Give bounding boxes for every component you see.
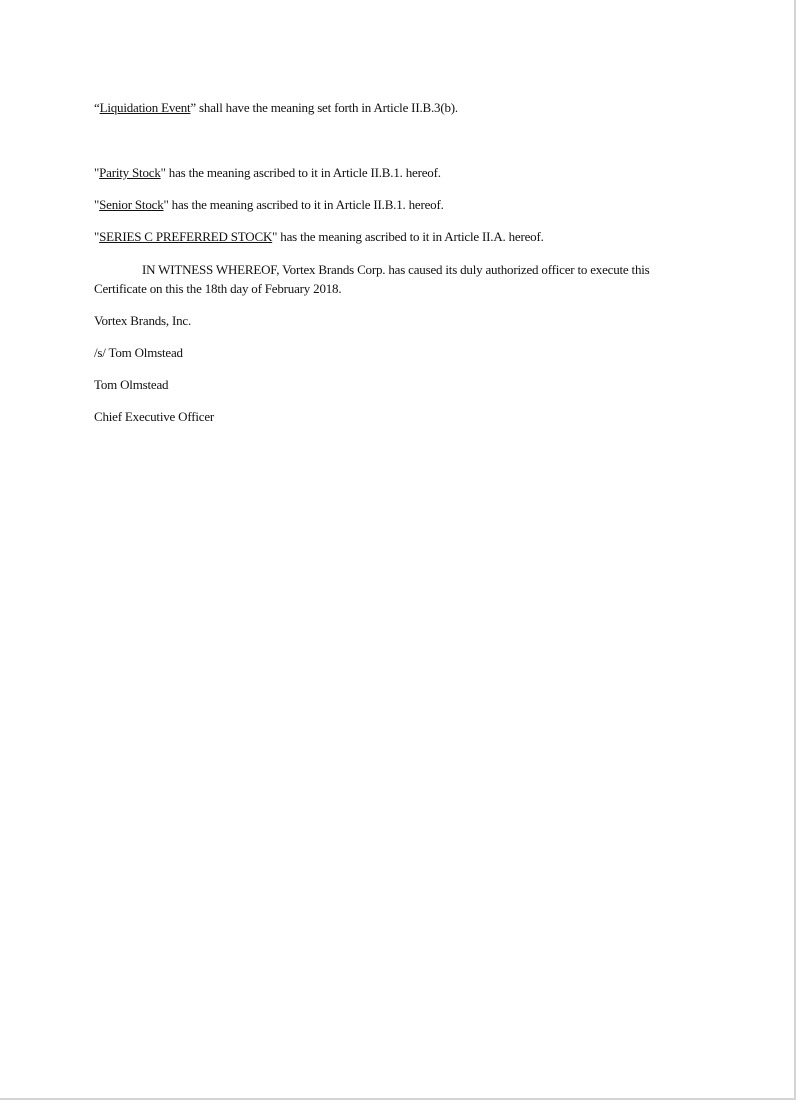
open-quote: " (94, 197, 100, 212)
definition-text: has the meaning ascribed to it in Article II.A. hereof. (277, 229, 544, 244)
definition-senior-stock (94, 195, 444, 214)
definition-series-c-preferred-stock (94, 227, 544, 246)
witness-paragraph-line-2 (94, 279, 341, 298)
close-quote: ” (190, 100, 196, 115)
definition-text: has the meaning ascribed to it in Article II.B.1. hereof. (168, 197, 444, 212)
close-quote: " (272, 229, 278, 244)
signature-signed: /s/ Tom Olmstead (94, 345, 183, 360)
witness-paragraph-line-1 (94, 260, 650, 279)
close-quote: " (163, 197, 169, 212)
signature-title: Chief Executive Officer (94, 409, 215, 424)
signature-company: Vortex Brands, Inc. (94, 313, 192, 328)
signature-name: Tom Olmstead (94, 377, 169, 392)
defined-term: Parity Stock (99, 165, 161, 180)
defined-term: SERIES C PREFERRED STOCK (99, 229, 273, 244)
definition-text: has the meaning ascribed to it in Article II.B.1. hereof. (165, 165, 441, 180)
witness-text-line-2: Certificate on this the 18th day of February 2018. (94, 281, 342, 296)
definition-text: shall have the meaning set forth in Article II.B.3(b). (196, 100, 458, 115)
witness-text-line-1: IN WITNESS WHEREOF, Vortex Brands Corp. has caused its duly authorized officer to execute this (142, 262, 650, 277)
definition-parity-stock (94, 163, 441, 182)
definition-liquidation-event (94, 98, 458, 117)
defined-term: Liquidation Event (99, 100, 191, 115)
defined-term: Senior Stock (99, 197, 164, 212)
open-quote: " (94, 229, 100, 244)
close-quote: " (160, 165, 166, 180)
open-quote: " (94, 165, 100, 180)
open-quote: “ (94, 100, 100, 115)
